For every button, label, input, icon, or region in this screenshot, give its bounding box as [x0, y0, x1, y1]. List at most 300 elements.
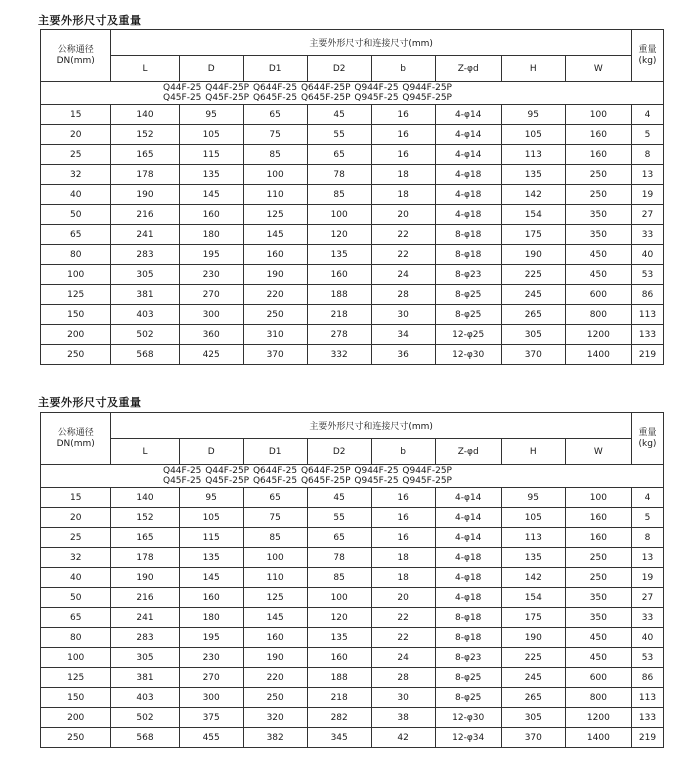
- table-row: [41, 125, 664, 145]
- cell-D2: 55: [307, 508, 371, 528]
- cell-D1: 370: [243, 345, 307, 365]
- col-header-H: H: [501, 56, 565, 82]
- cell-H: 225: [501, 648, 565, 668]
- cell-dn: 50: [41, 588, 111, 608]
- cell-L: 502: [111, 708, 179, 728]
- table-row: [41, 708, 664, 728]
- cell-L: 178: [111, 165, 179, 185]
- cell-zd: 4-φ14: [435, 508, 501, 528]
- cell-D: 180: [179, 225, 243, 245]
- cell-dn: 125: [41, 285, 111, 305]
- cell-wt: 19: [631, 568, 663, 588]
- cell-dn: 40: [41, 185, 111, 205]
- cell-zd: 8-φ25: [435, 688, 501, 708]
- cell-D: 195: [179, 245, 243, 265]
- dimension-table: [40, 29, 664, 365]
- cell-D2: 218: [307, 688, 371, 708]
- section-title: 主要外形尺寸及重量: [38, 14, 142, 27]
- cell-W: 1200: [565, 708, 631, 728]
- cell-L: 381: [111, 668, 179, 688]
- cell-H: 113: [501, 528, 565, 548]
- cell-zd: 8-φ18: [435, 628, 501, 648]
- cell-L: 502: [111, 325, 179, 345]
- col-header-D: D: [179, 56, 243, 82]
- cell-D1: 250: [243, 305, 307, 325]
- cell-W: 600: [565, 668, 631, 688]
- cell-dn: 15: [41, 488, 111, 508]
- cell-dn: 25: [41, 528, 111, 548]
- cell-D: 160: [179, 205, 243, 225]
- col-header-D1: D1: [243, 439, 307, 465]
- cell-D: 95: [179, 488, 243, 508]
- table-row: [41, 648, 664, 668]
- cell-b: 36: [371, 345, 435, 365]
- cell-wt: 4: [631, 105, 663, 125]
- cell-b: 24: [371, 265, 435, 285]
- cell-b: 22: [371, 628, 435, 648]
- cell-dn: 50: [41, 205, 111, 225]
- table-row: [41, 588, 664, 608]
- cell-dn: 20: [41, 125, 111, 145]
- cell-b: 30: [371, 688, 435, 708]
- model-numbers: [41, 82, 664, 105]
- cell-W: 600: [565, 285, 631, 305]
- table-row: [41, 165, 664, 185]
- cell-D2: 218: [307, 305, 371, 325]
- cell-dn: 200: [41, 708, 111, 728]
- model-numbers: [41, 465, 664, 488]
- table-row: [41, 285, 664, 305]
- cell-D: 145: [179, 185, 243, 205]
- cell-D: 115: [179, 528, 243, 548]
- cell-D1: 310: [243, 325, 307, 345]
- cell-H: 305: [501, 708, 565, 728]
- cell-W: 800: [565, 305, 631, 325]
- cell-H: 135: [501, 548, 565, 568]
- cell-L: 140: [111, 105, 179, 125]
- table-row: [41, 305, 664, 325]
- weight-header: 重量 (kg): [631, 413, 663, 465]
- cell-D: 300: [179, 305, 243, 325]
- cell-D1: 125: [243, 205, 307, 225]
- col-header-D2: D2: [307, 439, 371, 465]
- cell-W: 1400: [565, 728, 631, 748]
- cell-D1: 110: [243, 185, 307, 205]
- cell-D2: 278: [307, 325, 371, 345]
- cell-D2: 188: [307, 668, 371, 688]
- table-row: [41, 245, 664, 265]
- cell-dn: 150: [41, 688, 111, 708]
- col-header-zd: Z-φd: [435, 56, 501, 82]
- cell-b: 18: [371, 185, 435, 205]
- cell-dn: 100: [41, 648, 111, 668]
- cell-dn: 125: [41, 668, 111, 688]
- dn-header: 公称通径 DN(mm): [41, 30, 111, 82]
- weight-header: 重量 (kg): [631, 30, 663, 82]
- cell-D: 105: [179, 508, 243, 528]
- cell-W: 160: [565, 508, 631, 528]
- cell-D2: 282: [307, 708, 371, 728]
- col-header-L: L: [111, 439, 179, 465]
- dn-header: 公称通径 DN(mm): [41, 413, 111, 465]
- section-title: 主要外形尺寸及重量: [38, 396, 142, 409]
- cell-H: 370: [501, 345, 565, 365]
- cell-wt: 219: [631, 345, 663, 365]
- cell-L: 568: [111, 728, 179, 748]
- cell-W: 800: [565, 688, 631, 708]
- cell-wt: 5: [631, 125, 663, 145]
- cell-wt: 133: [631, 708, 663, 728]
- col-header-b: b: [371, 439, 435, 465]
- table-row: [41, 728, 664, 748]
- cell-b: 28: [371, 285, 435, 305]
- cell-D2: 78: [307, 548, 371, 568]
- cell-W: 250: [565, 548, 631, 568]
- cell-b: 24: [371, 648, 435, 668]
- main-dimensions-header: 主要外形尺寸和连接尺寸(mm): [111, 413, 632, 439]
- cell-D1: 75: [243, 508, 307, 528]
- cell-L: 165: [111, 145, 179, 165]
- cell-zd: 4-φ18: [435, 548, 501, 568]
- cell-wt: 8: [631, 528, 663, 548]
- cell-D: 230: [179, 265, 243, 285]
- cell-W: 450: [565, 628, 631, 648]
- cell-D1: 65: [243, 488, 307, 508]
- cell-W: 350: [565, 588, 631, 608]
- cell-D: 375: [179, 708, 243, 728]
- cell-W: 250: [565, 568, 631, 588]
- col-header-W: W: [565, 439, 631, 465]
- main-dimensions-header: 主要外形尺寸和连接尺寸(mm): [111, 30, 632, 56]
- cell-b: 16: [371, 488, 435, 508]
- col-header-zd: Z-φd: [435, 439, 501, 465]
- cell-W: 350: [565, 205, 631, 225]
- cell-wt: 27: [631, 588, 663, 608]
- table-row: [41, 325, 664, 345]
- cell-D: 105: [179, 125, 243, 145]
- cell-zd: 8-φ18: [435, 608, 501, 628]
- cell-H: 370: [501, 728, 565, 748]
- cell-dn: 65: [41, 608, 111, 628]
- cell-b: 28: [371, 668, 435, 688]
- model-line-1: Q44F-25 Q44F-25P Q644F-25 Q644F-25P Q944F-25 Q944F-25P: [163, 466, 452, 476]
- cell-dn: 100: [41, 265, 111, 285]
- cell-W: 160: [565, 528, 631, 548]
- cell-H: 105: [501, 125, 565, 145]
- cell-wt: 113: [631, 305, 663, 325]
- cell-W: 350: [565, 608, 631, 628]
- cell-zd: 4-φ14: [435, 105, 501, 125]
- cell-H: 154: [501, 205, 565, 225]
- cell-H: 245: [501, 668, 565, 688]
- table-row: [41, 628, 664, 648]
- model-line-2: Q45F-25 Q45F-25P Q645F-25 Q645F-25P Q945F-25 Q945F-25P: [163, 476, 452, 486]
- table-row: [41, 265, 664, 285]
- cell-wt: 27: [631, 205, 663, 225]
- cell-D1: 100: [243, 165, 307, 185]
- table-body: [41, 105, 664, 365]
- table-row: [41, 688, 664, 708]
- cell-H: 175: [501, 225, 565, 245]
- cell-L: 140: [111, 488, 179, 508]
- cell-b: 16: [371, 125, 435, 145]
- cell-L: 241: [111, 225, 179, 245]
- cell-b: 18: [371, 548, 435, 568]
- cell-D: 135: [179, 165, 243, 185]
- cell-dn: 80: [41, 245, 111, 265]
- cell-zd: 4-φ18: [435, 588, 501, 608]
- cell-b: 30: [371, 305, 435, 325]
- table-body: [41, 488, 664, 748]
- cell-L: 305: [111, 265, 179, 285]
- cell-b: 16: [371, 508, 435, 528]
- cell-H: 245: [501, 285, 565, 305]
- cell-zd: 4-φ18: [435, 185, 501, 205]
- cell-D1: 382: [243, 728, 307, 748]
- cell-D1: 110: [243, 568, 307, 588]
- cell-dn: 32: [41, 165, 111, 185]
- cell-zd: 8-φ23: [435, 265, 501, 285]
- model-line-1: Q44F-25 Q44F-25P Q644F-25 Q644F-25P Q944F-25 Q944F-25P: [163, 83, 452, 93]
- cell-D: 160: [179, 588, 243, 608]
- cell-H: 265: [501, 305, 565, 325]
- cell-b: 22: [371, 245, 435, 265]
- cell-wt: 13: [631, 548, 663, 568]
- table-row: [41, 345, 664, 365]
- cell-dn: 200: [41, 325, 111, 345]
- cell-D1: 75: [243, 125, 307, 145]
- cell-b: 20: [371, 588, 435, 608]
- cell-L: 381: [111, 285, 179, 305]
- cell-b: 16: [371, 528, 435, 548]
- cell-wt: 53: [631, 265, 663, 285]
- cell-H: 105: [501, 508, 565, 528]
- cell-D1: 220: [243, 668, 307, 688]
- cell-L: 241: [111, 608, 179, 628]
- cell-D2: 332: [307, 345, 371, 365]
- cell-H: 175: [501, 608, 565, 628]
- cell-wt: 53: [631, 648, 663, 668]
- cell-H: 142: [501, 568, 565, 588]
- cell-D2: 45: [307, 105, 371, 125]
- cell-D1: 220: [243, 285, 307, 305]
- cell-W: 100: [565, 105, 631, 125]
- cell-D1: 85: [243, 145, 307, 165]
- cell-zd: 8-φ18: [435, 245, 501, 265]
- cell-L: 403: [111, 688, 179, 708]
- cell-dn: 32: [41, 548, 111, 568]
- cell-D: 270: [179, 285, 243, 305]
- cell-H: 265: [501, 688, 565, 708]
- cell-D2: 65: [307, 528, 371, 548]
- cell-H: 95: [501, 105, 565, 125]
- cell-D2: 55: [307, 125, 371, 145]
- cell-D1: 190: [243, 648, 307, 668]
- cell-dn: 250: [41, 728, 111, 748]
- col-header-W: W: [565, 56, 631, 82]
- table-row: [41, 548, 664, 568]
- cell-D1: 145: [243, 225, 307, 245]
- cell-b: 22: [371, 608, 435, 628]
- cell-wt: 13: [631, 165, 663, 185]
- cell-b: 42: [371, 728, 435, 748]
- dimension-table: [40, 412, 664, 748]
- cell-zd: 4-φ18: [435, 165, 501, 185]
- cell-L: 165: [111, 528, 179, 548]
- cell-dn: 40: [41, 568, 111, 588]
- table-row: [41, 185, 664, 205]
- cell-zd: 4-φ14: [435, 125, 501, 145]
- cell-D: 300: [179, 688, 243, 708]
- cell-wt: 33: [631, 608, 663, 628]
- cell-D2: 100: [307, 205, 371, 225]
- cell-zd: 4-φ14: [435, 528, 501, 548]
- col-header-L: L: [111, 56, 179, 82]
- cell-H: 190: [501, 245, 565, 265]
- cell-H: 142: [501, 185, 565, 205]
- cell-zd: 8-φ25: [435, 285, 501, 305]
- cell-dn: 20: [41, 508, 111, 528]
- cell-wt: 113: [631, 688, 663, 708]
- cell-wt: 133: [631, 325, 663, 345]
- cell-W: 1400: [565, 345, 631, 365]
- cell-D2: 345: [307, 728, 371, 748]
- cell-L: 216: [111, 205, 179, 225]
- cell-L: 216: [111, 588, 179, 608]
- cell-H: 225: [501, 265, 565, 285]
- cell-D: 195: [179, 628, 243, 648]
- cell-H: 190: [501, 628, 565, 648]
- cell-L: 152: [111, 125, 179, 145]
- cell-D2: 85: [307, 568, 371, 588]
- cell-D1: 145: [243, 608, 307, 628]
- cell-D1: 125: [243, 588, 307, 608]
- cell-D: 425: [179, 345, 243, 365]
- cell-D2: 160: [307, 648, 371, 668]
- cell-W: 100: [565, 488, 631, 508]
- cell-H: 305: [501, 325, 565, 345]
- table-row: [41, 205, 664, 225]
- cell-zd: 4-φ14: [435, 145, 501, 165]
- cell-D: 95: [179, 105, 243, 125]
- cell-dn: 25: [41, 145, 111, 165]
- col-header-H: H: [501, 439, 565, 465]
- cell-L: 305: [111, 648, 179, 668]
- cell-D2: 78: [307, 165, 371, 185]
- cell-D2: 160: [307, 265, 371, 285]
- table-row: [41, 608, 664, 628]
- cell-zd: 8-φ18: [435, 225, 501, 245]
- cell-L: 568: [111, 345, 179, 365]
- cell-D1: 65: [243, 105, 307, 125]
- cell-b: 38: [371, 708, 435, 728]
- col-header-D2: D2: [307, 56, 371, 82]
- cell-D1: 85: [243, 528, 307, 548]
- cell-W: 350: [565, 225, 631, 245]
- cell-wt: 4: [631, 488, 663, 508]
- table-row: [41, 488, 664, 508]
- cell-b: 18: [371, 165, 435, 185]
- cell-H: 95: [501, 488, 565, 508]
- cell-D: 455: [179, 728, 243, 748]
- cell-dn: 15: [41, 105, 111, 125]
- cell-W: 160: [565, 145, 631, 165]
- cell-L: 283: [111, 245, 179, 265]
- col-header-D: D: [179, 439, 243, 465]
- table-row: [41, 568, 664, 588]
- cell-D2: 188: [307, 285, 371, 305]
- cell-wt: 8: [631, 145, 663, 165]
- cell-wt: 5: [631, 508, 663, 528]
- cell-D2: 100: [307, 588, 371, 608]
- cell-zd: 8-φ25: [435, 305, 501, 325]
- cell-L: 178: [111, 548, 179, 568]
- cell-dn: 65: [41, 225, 111, 245]
- cell-L: 190: [111, 568, 179, 588]
- cell-zd: 12-φ30: [435, 345, 501, 365]
- model-line-2: Q45F-25 Q45F-25P Q645F-25 Q645F-25P Q945F-25 Q945F-25P: [163, 93, 452, 103]
- cell-L: 403: [111, 305, 179, 325]
- cell-dn: 150: [41, 305, 111, 325]
- cell-D: 360: [179, 325, 243, 345]
- cell-D: 115: [179, 145, 243, 165]
- table-row: [41, 105, 664, 125]
- cell-wt: 40: [631, 628, 663, 648]
- cell-zd: 12-φ25: [435, 325, 501, 345]
- cell-b: 22: [371, 225, 435, 245]
- cell-D2: 135: [307, 245, 371, 265]
- cell-W: 250: [565, 165, 631, 185]
- cell-D2: 135: [307, 628, 371, 648]
- cell-wt: 19: [631, 185, 663, 205]
- cell-b: 20: [371, 205, 435, 225]
- cell-D2: 85: [307, 185, 371, 205]
- cell-L: 190: [111, 185, 179, 205]
- cell-D: 145: [179, 568, 243, 588]
- cell-W: 450: [565, 245, 631, 265]
- cell-dn: 250: [41, 345, 111, 365]
- cell-D2: 120: [307, 608, 371, 628]
- cell-L: 152: [111, 508, 179, 528]
- cell-b: 16: [371, 105, 435, 125]
- cell-wt: 219: [631, 728, 663, 748]
- cell-D1: 160: [243, 245, 307, 265]
- cell-W: 160: [565, 125, 631, 145]
- cell-D1: 100: [243, 548, 307, 568]
- table-row: [41, 528, 664, 548]
- cell-D1: 250: [243, 688, 307, 708]
- cell-zd: 8-φ23: [435, 648, 501, 668]
- cell-W: 450: [565, 265, 631, 285]
- cell-D2: 120: [307, 225, 371, 245]
- col-header-D1: D1: [243, 56, 307, 82]
- cell-wt: 33: [631, 225, 663, 245]
- table-row: [41, 225, 664, 245]
- cell-D1: 160: [243, 628, 307, 648]
- cell-D: 135: [179, 548, 243, 568]
- cell-zd: 4-φ18: [435, 205, 501, 225]
- cell-D2: 65: [307, 145, 371, 165]
- table-row: [41, 145, 664, 165]
- cell-W: 250: [565, 185, 631, 205]
- cell-D1: 190: [243, 265, 307, 285]
- cell-H: 154: [501, 588, 565, 608]
- cell-zd: 12-φ30: [435, 708, 501, 728]
- cell-D: 270: [179, 668, 243, 688]
- cell-b: 34: [371, 325, 435, 345]
- cell-L: 283: [111, 628, 179, 648]
- cell-zd: 4-φ14: [435, 488, 501, 508]
